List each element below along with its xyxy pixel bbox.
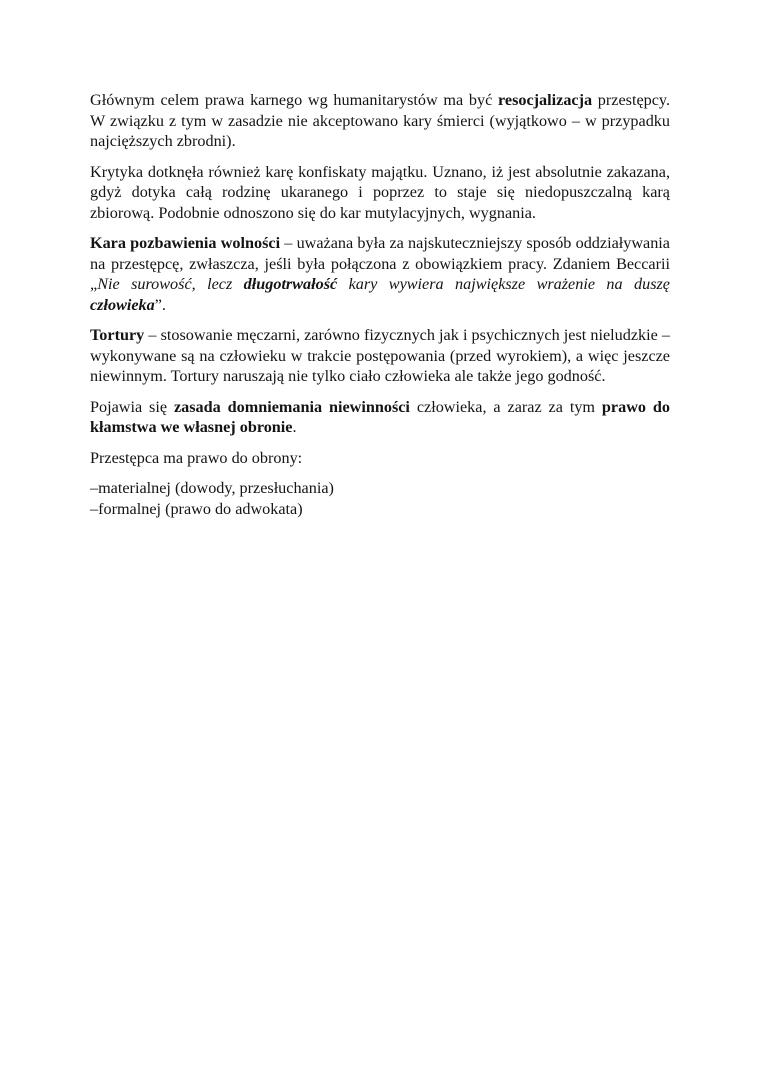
text-segment: ”. [154, 295, 166, 314]
text-segment: Głównym celem prawa karnego wg humanitarystów ma być [90, 91, 498, 109]
quote-segment: kary wywiera [337, 275, 456, 293]
quote-bold-italic-text: długotrwałość [243, 275, 338, 293]
paragraph-kara-pozbawienia-wolnosci [90, 233, 670, 315]
quote-segment: Nie surowość, lecz [97, 275, 244, 293]
text-segment: Krytyka dotknęła również karę konfiskaty majątku. Uznano, iż jest absolutnie zakazana, gdyż dotyka całą rodzinę ukaranego i poprzez to staje się niedopuszczalną karą zbiorową. Podobnie odnoszono się do kar mutylacyjnych, wygnania. [90, 162, 670, 222]
quote-segment: największe wrażenie na duszę [455, 275, 670, 293]
text-segment: człowieka, a zaraz za tym [409, 397, 602, 416]
paragraph-konfiskata [90, 162, 670, 224]
bold-term-prawo-do-klamstwa: prawo do kłamstwa we własnej obronie [90, 397, 670, 436]
text-segment: Przestępca ma prawo do obrony: [90, 448, 303, 467]
text-segment: Pojawia się [90, 397, 174, 416]
paragraph-prawo-do-obrony [90, 448, 670, 469]
list-item: –materialnej (dowody, przesłuchania) [90, 479, 334, 497]
text-segment: – stosowanie męczarni, zarówno fizycznych jak i psychicznych jest nieludzkie – wykonywane są na człowieku w trakcie postępowania (przed wyrokiem), a więc jeszcze niewinnym. Tortury naruszają nie tylko ciało człowieka ale także jego godność. [90, 326, 670, 385]
quote-bold-italic-text: człowieka [90, 295, 155, 314]
bold-term-zasada-domniemania: zasada domniemania niewinności [173, 397, 410, 416]
text-segment: . [292, 418, 297, 436]
bold-term-kara-pozbawienia-wolnosci: Kara pozbawienia wolności [90, 234, 281, 252]
list-item: –formalnej (prawo do adwokata) [90, 499, 303, 518]
bold-term-resocjalizacja: resocjalizacja [498, 91, 593, 109]
paragraph-tortury [90, 325, 670, 387]
bold-term-tortury: Tortury [90, 326, 145, 344]
text-segment: – uważana była za najskuteczniejszy sposób oddziaływania na przestępcę, zwłaszcza, jeśli była połączona z obowiązkiem pracy. Zdaniem Beccarii „ [90, 234, 670, 293]
text-segment: przestępcy. W związku z tym w zasadzie nie akceptowano kary śmierci (wyjątkowo – w przypadku najcięższych zbrodni). [90, 91, 671, 150]
quote-bold-segment [90, 296, 155, 314]
document-body [90, 90, 670, 519]
quote-bold-segment [244, 275, 338, 293]
defense-list [90, 478, 670, 519]
paragraph-domniemanie-niewinnosci [90, 397, 670, 438]
paragraph-resocjalizacja [90, 90, 670, 152]
